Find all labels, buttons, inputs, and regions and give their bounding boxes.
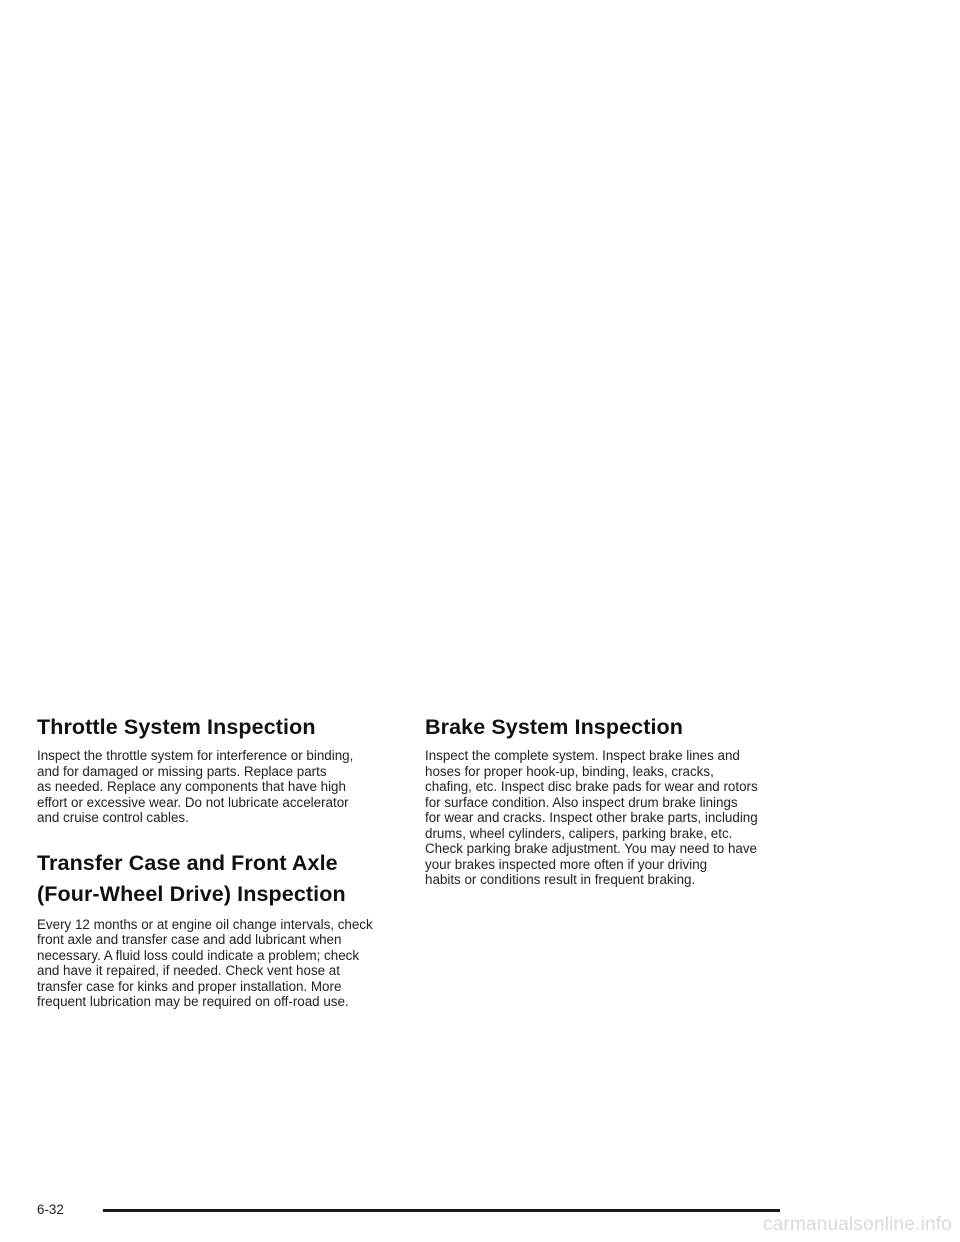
body-line: Inspect the complete system. Inspect brake lines and	[425, 748, 740, 763]
brake-section	[425, 713, 795, 888]
body-line: and have it repaired, if needed. Check vent hose at	[37, 963, 340, 978]
body-line: Check parking brake adjustment. You may need to have	[425, 841, 757, 856]
body-line: hoses for proper hook-up, binding, leaks, cracks,	[425, 763, 714, 779]
body-line: and cruise control cables.	[37, 810, 189, 825]
body-line: for surface condition. Also inspect drum brake linings	[425, 794, 738, 810]
body-line: as needed. Replace any components that have high	[37, 779, 346, 794]
body-line: chafing, etc. Inspect disc brake pads for wear and rotors	[425, 779, 758, 794]
body-line: effort or excessive wear. Do not lubricate accelerator	[37, 794, 349, 810]
throttle-section	[37, 713, 397, 826]
body-line: Inspect the throttle system for interference or binding,	[37, 748, 354, 763]
body-line: necessary. A fluid loss could indicate a problem; check	[37, 947, 360, 963]
page-number: 6-32	[37, 1202, 64, 1217]
footer-rule	[103, 1209, 780, 1212]
transfer-case-body	[37, 917, 397, 1010]
left-column	[37, 713, 397, 1010]
body-line: for wear and cracks. Inspect other brake parts, including	[425, 810, 758, 825]
heading-line: Transfer Case and Front Axle	[37, 850, 338, 875]
brake-body	[425, 748, 795, 888]
body-line: front axle and transfer case and add lubricant when	[37, 932, 342, 947]
heading-line: (Four-Wheel Drive) Inspection	[37, 881, 346, 906]
body-line: your brakes inspected more often if your driving	[425, 856, 708, 872]
body-line: habits or conditions result in frequent braking.	[425, 872, 696, 887]
body-line: Every 12 months or at engine oil change intervals, check	[37, 916, 373, 932]
throttle-heading: Throttle System Inspection	[37, 715, 316, 739]
throttle-body	[37, 748, 397, 826]
body-line: drums, wheel cylinders, calipers, parking brake, etc.	[425, 825, 733, 841]
right-column	[425, 713, 795, 888]
body-line: frequent lubrication may be required on off-road use.	[37, 994, 349, 1009]
body-line: transfer case for kinks and proper installation. More	[37, 978, 342, 994]
transfer-case-heading	[37, 848, 397, 910]
body-line: and for damaged or missing parts. Replace parts	[37, 763, 327, 779]
watermark: carmanualsonline.info	[762, 1214, 952, 1235]
transfer-case-section	[37, 848, 397, 1010]
brake-heading: Brake System Inspection	[425, 715, 684, 739]
